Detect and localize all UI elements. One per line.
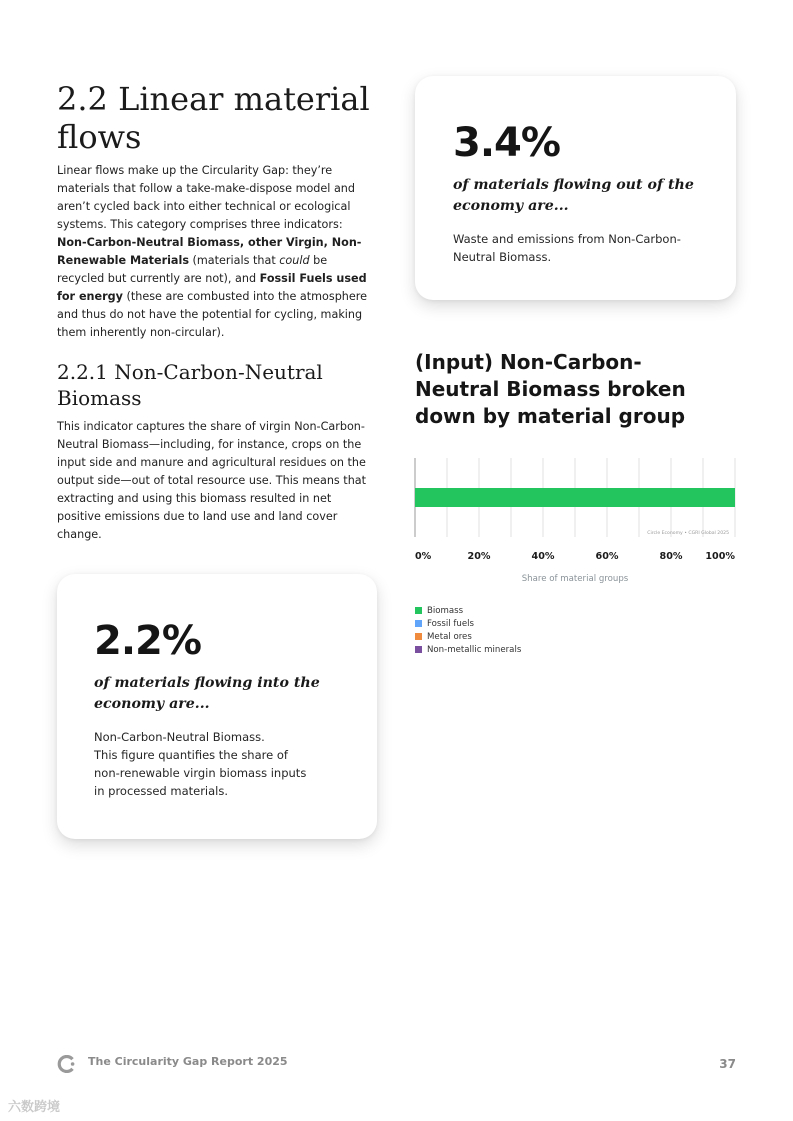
intro-italic-1: could bbox=[279, 254, 310, 267]
legend-item bbox=[415, 630, 521, 643]
stat-description: Waste and emissions from Non-Carbon-Neutral Biomass. bbox=[453, 232, 681, 264]
stat-value: 3.4% bbox=[453, 120, 560, 166]
subsection-title: 2.2.1 Non-Carbon-Neutral Biomass bbox=[57, 360, 323, 410]
stat-card-input bbox=[57, 574, 377, 839]
legend-swatch bbox=[415, 620, 422, 627]
chart-bar-biomass bbox=[415, 488, 735, 507]
chart-tick-label: 100% bbox=[705, 551, 735, 562]
chart-credit: Circle Economy • CGRI Global 2025 bbox=[647, 531, 729, 536]
chart-tick-label: 40% bbox=[531, 551, 555, 562]
stat-description-line: non-renewable virgin biomass inputs bbox=[94, 766, 307, 780]
legend-swatch bbox=[415, 646, 422, 653]
footer-report-title: The Circularity Gap Report 2025 bbox=[88, 1055, 288, 1068]
legend-label: Biomass bbox=[427, 605, 464, 616]
stat-description-line: in processed materials. bbox=[94, 784, 229, 798]
chart-title: (Input) Non-Carbon-Neutral Biomass broken down by material group bbox=[415, 350, 686, 428]
section-title: 2.2 Linear material flows bbox=[57, 80, 370, 156]
stat-lead: of materials flowing out of the economy are... bbox=[453, 177, 694, 214]
subsection-body: This indicator captures the share of virgin Non-Carbon-Neutral Biomass—including, for instance, crops on the input side and manure and agricultural residues on the output side—out of total resource use. This means that extracting and using this biomass resulted in net positive emissions due to land use and land cover change. bbox=[57, 420, 367, 541]
intro-text-1: Linear flows make up the Circularity Gap: they’re materials that follow a take-make-dispose model and aren’t cycled back into either technical or ecological systems. This category comprises three indicators: bbox=[57, 164, 356, 231]
stat-card-output bbox=[415, 76, 736, 300]
legend-item bbox=[415, 617, 521, 630]
chart-tick-label: 80% bbox=[659, 551, 683, 562]
legend-swatch bbox=[415, 607, 422, 614]
legend-item bbox=[415, 643, 521, 656]
chart-x-axis-label: Share of material groups bbox=[521, 574, 629, 584]
watermark: 六数跨境 bbox=[8, 1100, 61, 1115]
intro-text-3: be recycled but currently are not), and bbox=[57, 254, 328, 285]
legend-item bbox=[415, 604, 521, 617]
chart-tick-label: 0% bbox=[415, 551, 432, 562]
stat-description-line: This figure quantifies the share of bbox=[94, 748, 288, 762]
chart-tick-label: 20% bbox=[467, 551, 491, 562]
stat-description bbox=[94, 728, 340, 800]
circularity-logo-icon bbox=[57, 1055, 77, 1073]
stat-lead: of materials flowing into the economy are... bbox=[94, 675, 320, 712]
chart-tick-label: 60% bbox=[595, 551, 619, 562]
legend-label: Non-metallic minerals bbox=[427, 644, 522, 655]
intro-text-2: (materials that bbox=[188, 254, 280, 267]
stat-value: 2.2% bbox=[94, 618, 201, 664]
intro-text-4: (these are combusted into the atmosphere and thus do not have the potential for cycling, making them inherently non-circular). bbox=[57, 290, 368, 339]
legend-label: Metal ores bbox=[427, 631, 472, 642]
bar-chart bbox=[405, 450, 745, 590]
intro-bold-1: Non-Carbon-Neutral Biomass, other Virgin, Non-Renewable Materials bbox=[57, 236, 362, 267]
intro-bold-2: Fossil Fuels used for energy bbox=[57, 272, 367, 303]
stat-description-line: Non-Carbon-Neutral Biomass. bbox=[94, 730, 265, 744]
section-intro bbox=[57, 162, 367, 342]
page-number: 37 bbox=[719, 1057, 736, 1071]
legend-label: Fossil fuels bbox=[427, 618, 474, 629]
chart-legend bbox=[415, 604, 521, 656]
legend-swatch bbox=[415, 633, 422, 640]
